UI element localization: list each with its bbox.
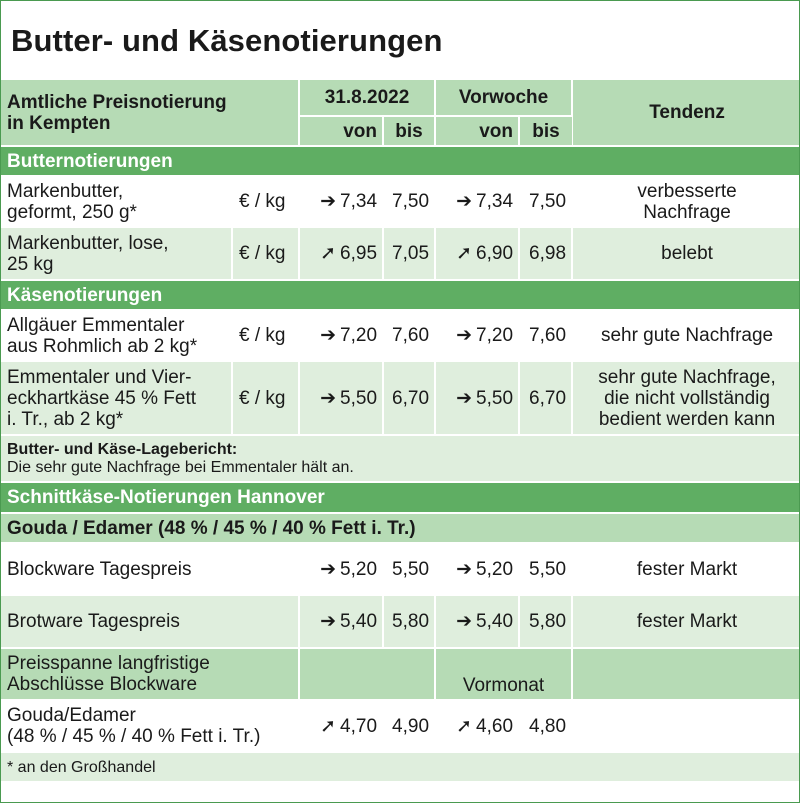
price-von: 4,70 — [340, 715, 378, 737]
product-name-line: eckhartkäse 45 % Fett — [7, 387, 197, 409]
trend-line: Nachfrage — [643, 201, 731, 223]
product-name-line: geformt, 250 g* — [7, 201, 137, 223]
prev-price-bis: 6,70 — [519, 361, 572, 435]
product-name-line: Markenbutter, lose, — [7, 232, 169, 254]
trend-line: bedient werden kann — [598, 408, 776, 430]
price-table — [1, 80, 800, 783]
trend-arrow-icon: ➚ — [456, 243, 473, 264]
table-row — [1, 700, 800, 752]
unit: € / kg — [232, 176, 299, 227]
longterm-empty — [299, 648, 435, 700]
price-von: 6,95 — [340, 243, 378, 264]
table-row — [1, 227, 800, 280]
trend-arrow-icon: ➔ — [456, 325, 473, 346]
product-name: Brotware Tagespreis — [1, 595, 299, 648]
longterm-label — [1, 648, 299, 700]
trend-text: fester Markt — [572, 543, 800, 595]
table-row — [1, 595, 800, 648]
header-label-line1: Amtliche Preisnotierung — [7, 91, 227, 113]
price-cell — [435, 227, 519, 280]
trend-text: fester Markt — [572, 595, 800, 648]
price-cell — [435, 310, 519, 361]
price-bis: 7,50 — [383, 176, 435, 227]
header-date: 31.8.2022 — [299, 80, 435, 116]
product-name-line: (48 % / 45 % / 40 % Fett i. Tr.) — [7, 726, 261, 747]
trend-text — [572, 361, 800, 435]
trend-arrow-icon: ➔ — [456, 611, 473, 632]
market-report-body: Die sehr gute Nachfrage bei Emmentaler hält an. — [7, 458, 354, 476]
price-cell — [299, 227, 383, 280]
header-von: von — [299, 116, 383, 146]
trend-arrow-icon: ➔ — [456, 387, 473, 409]
prev-price-von: 7,20 — [476, 325, 514, 346]
trend-empty — [572, 700, 800, 752]
product-name-line: 25 kg — [7, 253, 54, 275]
longterm-label-line: Abschlüsse Blockware — [7, 674, 198, 695]
price-von: 5,20 — [340, 558, 378, 580]
trend-arrow-icon: ➚ — [456, 715, 473, 737]
unit: € / kg — [232, 227, 299, 280]
section-cheese — [1, 280, 800, 310]
trend-text: sehr gute Nachfrage — [572, 310, 800, 361]
prev-price-von: 4,60 — [476, 715, 514, 737]
product-name-line: Markenbutter, — [7, 180, 124, 202]
product-name: Blockware Tagespreis — [1, 543, 299, 595]
trend-line: die nicht vollständig — [604, 387, 770, 409]
price-von: 7,20 — [340, 325, 378, 346]
price-cell — [299, 595, 383, 648]
prev-price-von: 5,40 — [476, 611, 514, 632]
price-cell — [299, 700, 383, 752]
price-bis: 7,60 — [383, 310, 435, 361]
price-cell — [299, 361, 383, 435]
prev-price-von: 5,20 — [476, 558, 514, 580]
price-bis: 7,05 — [383, 227, 435, 280]
section-hannover-label: Schnittkäse-Notierungen Hannover — [1, 482, 800, 513]
header-prev-week: Vorwoche — [435, 80, 572, 116]
product-name — [1, 361, 232, 435]
price-cell — [435, 361, 519, 435]
prev-price-bis: 7,50 — [519, 176, 572, 227]
product-name-line: aus Rohmlich ab 2 kg* — [7, 335, 198, 357]
price-bis: 4,90 — [383, 700, 435, 752]
product-name — [1, 700, 299, 752]
longterm-header-row — [1, 648, 800, 700]
table-row — [1, 361, 800, 435]
product-name-line: Emmentaler und Vier- — [7, 366, 192, 388]
section-butter — [1, 146, 800, 176]
longterm-prev-month: Vormonat — [435, 648, 572, 700]
price-cell — [299, 176, 383, 227]
footnote-row — [1, 752, 800, 782]
price-cell — [299, 310, 383, 361]
prev-price-bis: 6,98 — [519, 227, 572, 280]
longterm-trend-empty — [572, 648, 800, 700]
table-row — [1, 310, 800, 361]
trend-line: verbesserte — [637, 180, 737, 202]
section-cheese-label: Käsenotierungen — [1, 280, 800, 310]
price-von: 5,50 — [340, 387, 378, 409]
unit: € / kg — [232, 361, 299, 435]
price-von: 7,34 — [340, 191, 378, 212]
header-trend: Tendenz — [572, 80, 800, 146]
trend-text — [572, 176, 800, 227]
header-row-top — [1, 80, 800, 116]
prev-price-von: 7,34 — [476, 191, 514, 212]
product-name — [1, 310, 232, 361]
prev-price-von: 6,90 — [476, 243, 514, 264]
longterm-label-line: Preisspanne langfristige — [7, 653, 210, 674]
page-title: Butter- und Käsenotierungen — [11, 23, 443, 58]
price-cell — [435, 543, 519, 595]
trend-line: sehr gute Nachfrage, — [598, 366, 776, 388]
table-row — [1, 176, 800, 227]
trend-arrow-icon: ➔ — [320, 611, 337, 632]
price-cell — [435, 700, 519, 752]
section-hannover — [1, 482, 800, 513]
table-row — [1, 543, 800, 595]
trend-arrow-icon: ➔ — [456, 191, 473, 212]
prev-price-bis: 5,50 — [519, 543, 572, 595]
section-butter-label: Butternotierungen — [1, 146, 800, 176]
trend-arrow-icon: ➚ — [320, 243, 337, 264]
trend-text: belebt — [572, 227, 800, 280]
price-bis: 5,80 — [383, 595, 435, 648]
footnote: * an den Großhandel — [1, 752, 800, 782]
price-cell — [435, 176, 519, 227]
gouda-header-row — [1, 513, 800, 543]
price-bis: 6,70 — [383, 361, 435, 435]
header-bis: bis — [383, 116, 435, 146]
product-name — [1, 176, 232, 227]
header-label-line2: in Kempten — [7, 112, 111, 134]
product-name — [1, 227, 232, 280]
prev-price-bis: 7,60 — [519, 310, 572, 361]
unit: € / kg — [232, 310, 299, 361]
gouda-header: Gouda / Edamer (48 % / 45 % / 40 % Fett i. Tr.) — [1, 513, 800, 543]
price-bis: 5,50 — [383, 543, 435, 595]
prev-price-von: 5,50 — [476, 387, 514, 409]
trend-arrow-icon: ➔ — [320, 387, 337, 409]
header-label — [1, 80, 299, 146]
market-report-title: Butter- und Käse-Lagebericht: — [7, 440, 238, 458]
prev-price-bis: 4,80 — [519, 700, 572, 752]
header-prev-bis: bis — [519, 116, 572, 146]
trend-arrow-icon: ➔ — [456, 558, 473, 580]
market-report — [1, 435, 800, 482]
trend-arrow-icon: ➔ — [320, 191, 337, 212]
trend-arrow-icon: ➔ — [320, 558, 337, 580]
prev-price-bis: 5,80 — [519, 595, 572, 648]
product-name-line: Allgäuer Emmentaler — [7, 314, 185, 336]
price-cell — [299, 543, 383, 595]
header-prev-von: von — [435, 116, 519, 146]
product-name-line: Gouda/Edamer — [7, 705, 136, 726]
trend-arrow-icon: ➔ — [320, 325, 337, 346]
market-report-text — [1, 435, 800, 482]
trend-arrow-icon: ➚ — [320, 715, 337, 737]
product-name-line: i. Tr., ab 2 kg* — [7, 408, 124, 430]
price-von: 5,40 — [340, 611, 378, 632]
price-cell — [435, 595, 519, 648]
